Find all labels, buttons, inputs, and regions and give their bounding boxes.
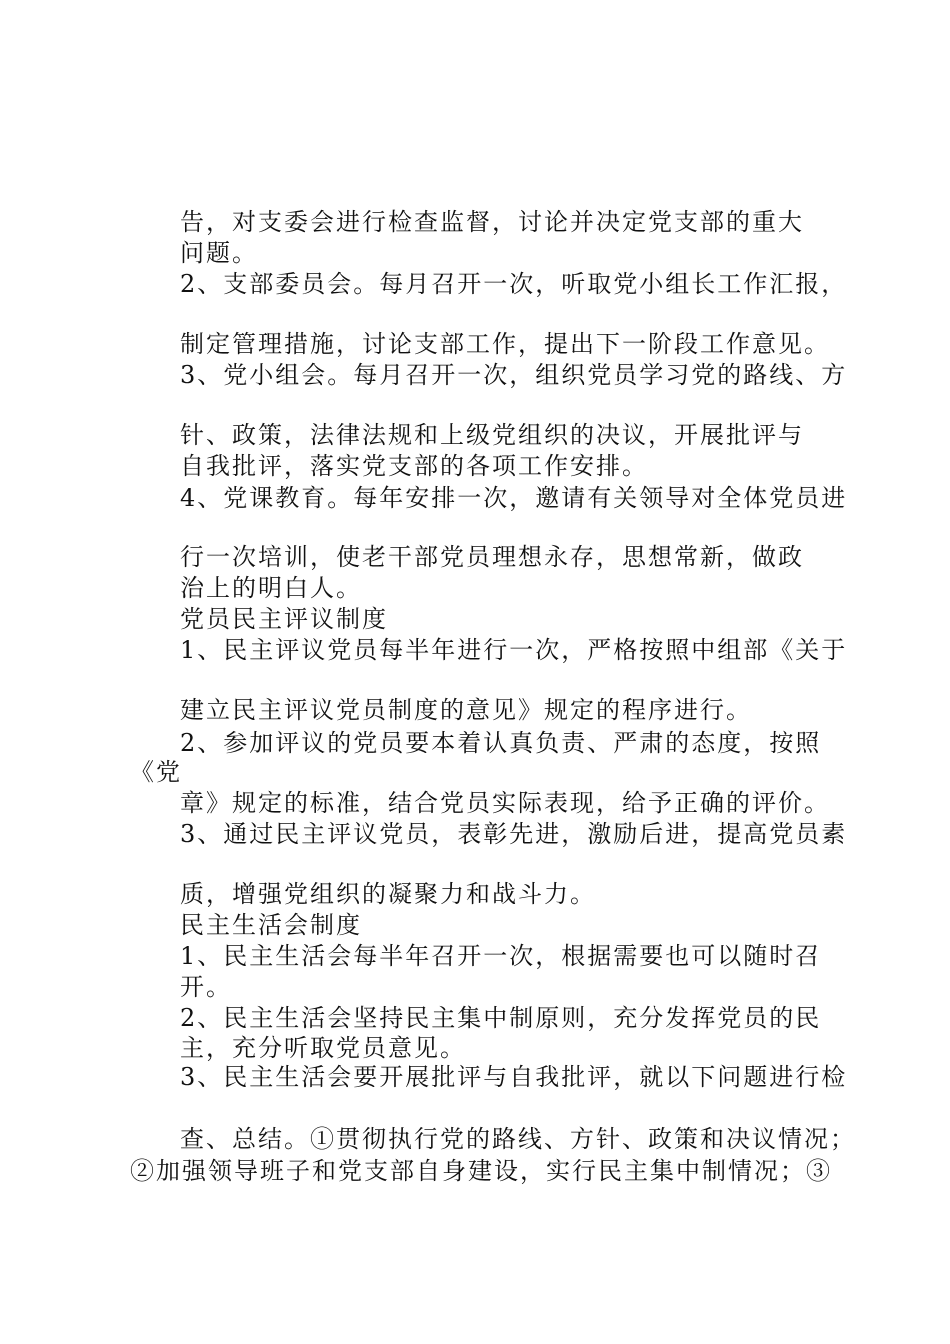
text-line: 自我批评，落实党支部的各项工作安排。 xyxy=(180,452,648,480)
section-heading: 民主生活会制度 xyxy=(180,911,362,939)
text-line: 章》规定的标准，结合党员实际表现，给予正确的评价。 xyxy=(180,789,830,817)
text-line: 开。 xyxy=(180,973,232,1001)
section-heading: 党员民主评议制度 xyxy=(180,605,388,633)
text-line: 行一次培训，使老干部党员理想永存，思想常新，做政 xyxy=(180,543,804,571)
text-line: 4、党课教育。每年安排一次，邀请有关领导对全体党员进 xyxy=(180,484,848,512)
text-line: 治上的明白人。 xyxy=(180,574,362,602)
text-line: 质，增强党组织的凝聚力和战斗力。 xyxy=(180,880,596,908)
text-line: 告，对支委会进行检查监督，讨论并决定党支部的重大 xyxy=(180,208,804,236)
text-line: 主，充分听取党员意见。 xyxy=(180,1034,466,1062)
text-line: 查、总结。①贯彻执行党的路线、方针、政策和决议情况； xyxy=(180,1125,856,1153)
text-line: 1、民主生活会每半年召开一次，根据需要也可以随时召 xyxy=(180,942,822,970)
text-line: 2、民主生活会坚持民主集中制原则，充分发挥党员的民 xyxy=(180,1004,822,1032)
text-line: 《党 xyxy=(130,758,182,786)
text-line: 2、支部委员会。每月召开一次，听取党小组长工作汇报， xyxy=(180,270,848,298)
text-line: 1、民主评议党员每半年进行一次，严格按照中组部《关于 xyxy=(180,636,848,664)
text-line: 针、政策，法律法规和上级党组织的决议，开展批评与 xyxy=(180,421,804,449)
text-line: 3、通过民主评议党员，表彰先进，激励后进，提高党员素 xyxy=(180,820,848,848)
text-line: 建立民主评议党员制度的意见》规定的程序进行。 xyxy=(180,696,752,724)
text-line: 3、党小组会。每月召开一次，组织党员学习党的路线、方 xyxy=(180,361,848,389)
text-line: ②加强领导班子和党支部自身建设，实行民主集中制情况；③ xyxy=(130,1157,832,1185)
text-line: 问题。 xyxy=(180,239,258,267)
text-line: 2、参加评议的党员要本着认真负责、严肃的态度，按照 xyxy=(180,729,822,757)
text-line: 制定管理措施，讨论支部工作，提出下一阶段工作意见。 xyxy=(180,330,830,358)
text-line: 3、民主生活会要开展批评与自我批评，就以下问题进行检 xyxy=(180,1063,848,1091)
